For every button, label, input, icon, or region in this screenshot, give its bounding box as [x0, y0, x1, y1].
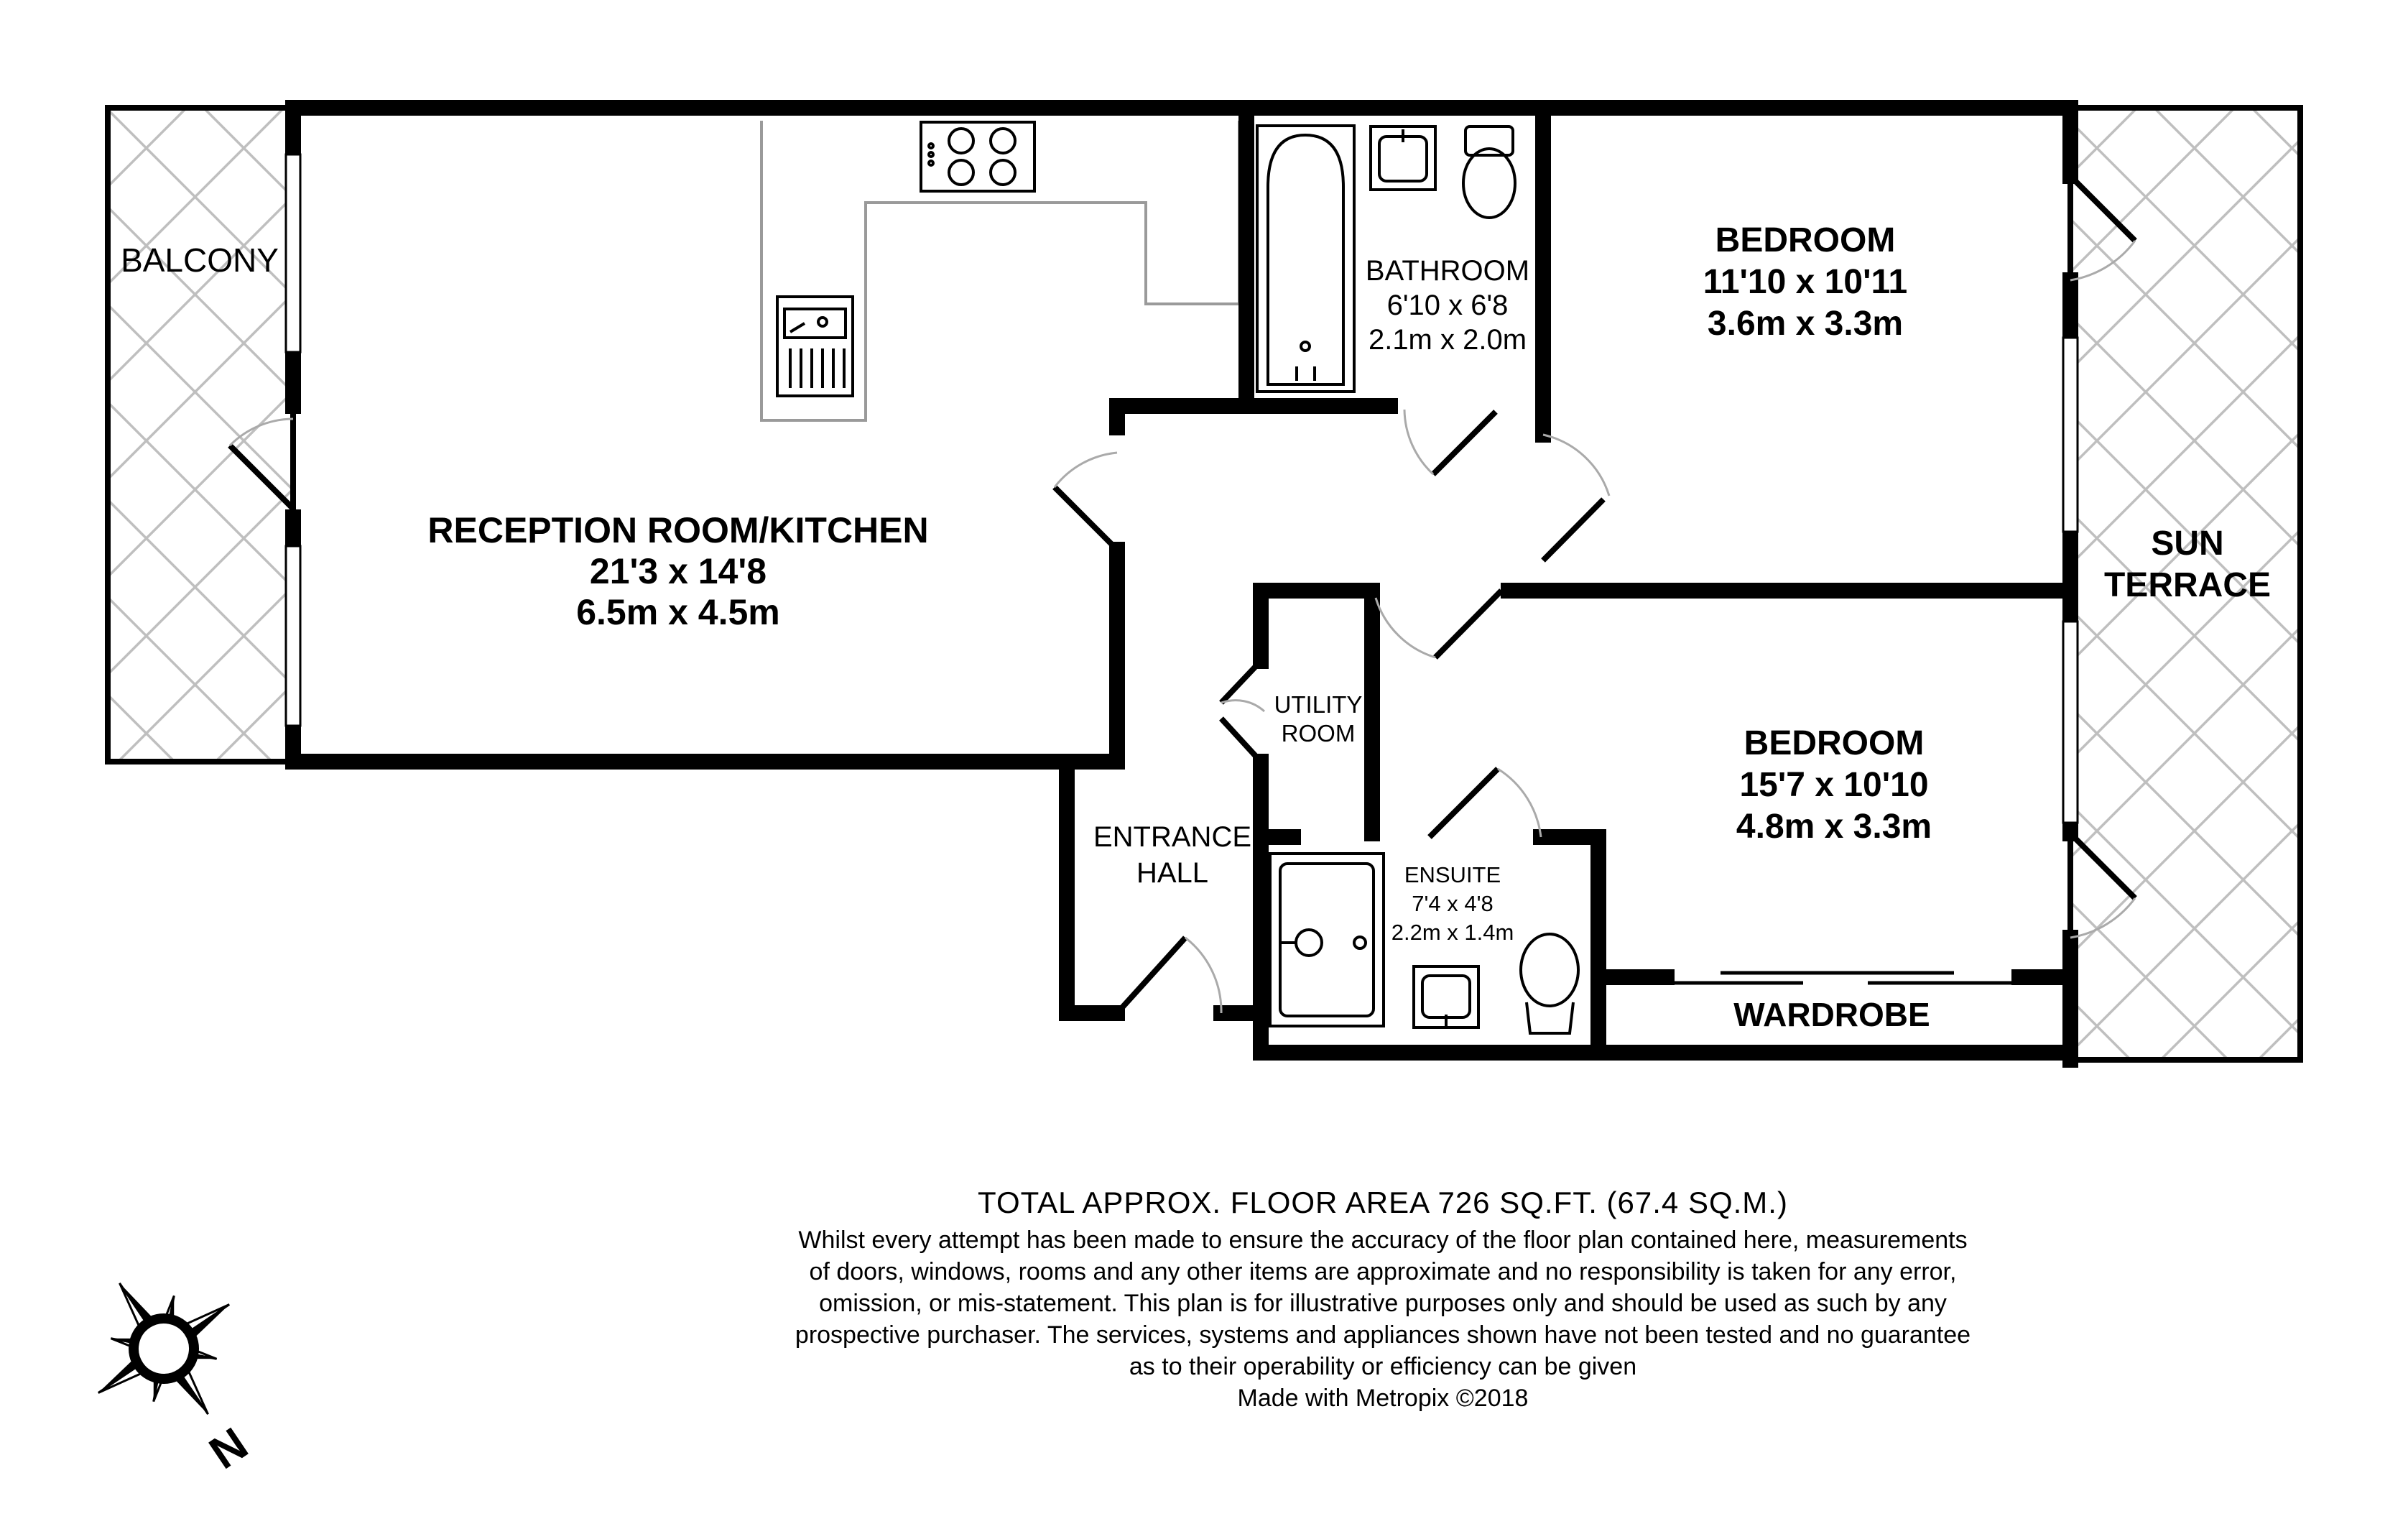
bedroom-1-metric: 3.6m x 3.3m	[1707, 305, 1904, 343]
compass-north-label: N	[200, 1417, 257, 1479]
reception-label	[427, 510, 928, 632]
kitchen-sink-icon	[777, 297, 853, 396]
bathroom-metric: 2.1m x 2.0m	[1368, 324, 1527, 356]
shower-tray-icon	[1270, 854, 1384, 1026]
entrance-line2: HALL	[1136, 857, 1209, 889]
footer	[647, 1186, 2119, 1414]
utility-line1: UTILITY	[1274, 691, 1363, 718]
wardrobe-label: WARDROBE	[1733, 996, 1930, 1033]
ensuite-label	[1391, 862, 1514, 945]
utility-room-label	[1274, 691, 1363, 747]
wardrobe-doors	[1667, 973, 2070, 983]
bathroom-label	[1366, 255, 1529, 356]
bedroom-2-imperial: 15'7 x 10'10	[1739, 766, 1929, 804]
disclaimer-line: omission, or mis-statement. This plan is for illustrative purposes only and should be used as such by any	[819, 1290, 1947, 1317]
disclaimer	[647, 1224, 2119, 1382]
balcony	[108, 108, 293, 762]
credit: Made with Metropix ©2018	[1237, 1385, 1529, 1412]
ensuite-metric: 2.2m x 1.4m	[1391, 920, 1514, 945]
bedroom-1-name: BEDROOM	[1715, 221, 1896, 259]
balcony-label: BALCONY	[121, 241, 279, 279]
bedroom-1-label	[1703, 221, 1907, 343]
ensuite-imperial: 7'4 x 4'8	[1412, 891, 1494, 916]
bathroom-toilet-icon	[1463, 126, 1515, 218]
bathtub-icon	[1257, 126, 1354, 392]
hob-icon	[921, 122, 1034, 191]
reception-imperial: 21'3 x 14'8	[589, 551, 767, 591]
disclaimer-line: Whilst every attempt has been made to ensure the accuracy of the floor plan contained here, measurements	[798, 1227, 1968, 1254]
sun-terrace-line2: TERRACE	[2103, 566, 2272, 604]
disclaimer-line: of doors, windows, rooms and any other items are approximate and no responsibility is taken for any error,	[809, 1258, 1957, 1285]
bedroom-2-label	[1736, 724, 1932, 846]
ensuite-name: ENSUITE	[1404, 862, 1501, 887]
sun-terrace-line1: SUN	[2151, 525, 2224, 563]
utility-line2: ROOM	[1281, 720, 1356, 747]
ensuite-toilet-icon	[1521, 934, 1578, 1033]
entrance-hall-label	[1093, 821, 1251, 889]
bedroom-2-metric: 4.8m x 3.3m	[1736, 808, 1932, 846]
bedroom-2-name: BEDROOM	[1744, 724, 1925, 762]
compass-rose-icon	[54, 1239, 273, 1458]
disclaimer-line: prospective purchaser. The services, systems and appliances shown have not been tested and no guarantee	[795, 1321, 1971, 1349]
bedroom-1-imperial: 11'10 x 10'11	[1703, 263, 1908, 301]
bathroom-imperial: 6'10 x 6'8	[1386, 290, 1509, 321]
total-floor-area: TOTAL APPROX. FLOOR AREA 726 SQ.FT. (67.4 SQ.M.)	[978, 1186, 1788, 1219]
ensuite-basin-icon	[1414, 966, 1478, 1027]
bathroom-name: BATHROOM	[1365, 255, 1530, 287]
bathroom-basin-icon	[1371, 126, 1435, 190]
reception-name: RECEPTION ROOM/KITCHEN	[427, 510, 929, 550]
entrance-line1: ENTRANCE	[1093, 821, 1252, 853]
disclaimer-line: as to their operability or efficiency can be given	[1129, 1353, 1637, 1380]
reception-metric: 6.5m x 4.5m	[576, 592, 780, 632]
